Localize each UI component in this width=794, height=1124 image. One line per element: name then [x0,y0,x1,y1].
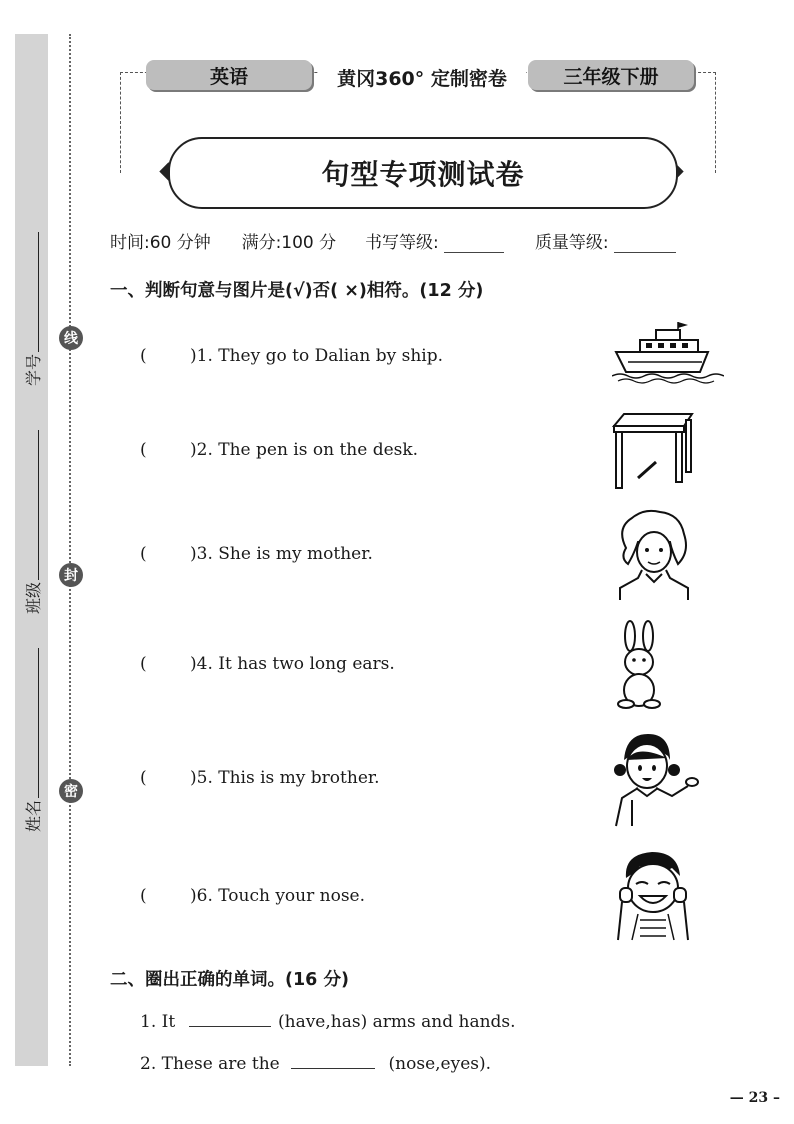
question-2-text: )2. The pen is on the desk. [190,440,419,460]
boy-picture [612,848,696,942]
ship-picture [612,322,724,384]
class-label: 班级 [24,581,43,614]
seal-char-feng: 封 [59,563,83,587]
subject-pill: 英语 [146,60,312,90]
quality-grade-label: 质量等级: [534,233,609,253]
grade-pill: 三年级下册 [528,60,694,90]
girl-picture [612,730,702,828]
student-id-blank[interactable] [26,232,39,352]
answer-box-6[interactable]: ( [140,886,147,906]
answer-box-5[interactable]: ( [140,768,147,788]
fill-item-1-prefix: 1. It [140,1012,176,1032]
answer-box-2[interactable]: ( [140,440,147,460]
seal-char-mi: 密 [59,779,83,803]
series-title: 黄冈360° 定制密卷 [318,60,526,94]
fill-item-2-suffix: (nose,eyes). [388,1054,492,1074]
answer-box-1[interactable]: ( [140,346,147,366]
question-2 [140,440,418,460]
question-3-text: )3. She is my mother. [190,544,373,564]
quality-grade-blank[interactable] [614,234,676,253]
woman-picture [614,508,694,600]
page-title: 句型专项测试卷 [168,137,678,209]
fill-item-2 [140,1052,491,1074]
question-4-text: )4. It has two long ears. [190,654,395,674]
seal-char-xian: 线 [59,326,83,350]
section1-title: 一、判断句意与图片是(√)否( ×)相符。(12 分) [110,281,484,301]
question-6-text: )6. Touch your nose. [190,886,366,906]
question-1 [140,346,443,366]
question-6 [140,886,365,906]
writing-grade-blank[interactable] [444,234,504,253]
student-id-label: 学号 [24,353,43,386]
time-info: 时间:60 分钟 [110,233,211,253]
class-blank[interactable] [26,430,39,580]
name-blank[interactable] [26,648,39,798]
writing-grade-label: 书写等级: [364,233,439,253]
question-5-text: )5. This is my brother. [190,768,380,788]
exam-info [110,228,730,253]
answer-box-3[interactable]: ( [140,544,147,564]
score-info: 满分:100 分 [241,233,337,253]
question-4 [140,654,395,674]
question-1-text: )1. They go to Dalian by ship. [190,346,444,366]
answer-box-4[interactable]: ( [140,654,147,674]
fill-item-2-blank[interactable] [291,1052,375,1069]
rabbit-picture [614,620,664,710]
section2-title: 二、圈出正确的单词。(16 分) [110,970,349,990]
fill-item-1 [140,1010,516,1032]
page-number: — 23 – [729,1090,780,1106]
fill-item-1-suffix: (have,has) arms and hands. [277,1012,516,1032]
name-label: 姓名 [24,799,43,832]
fill-item-1-blank[interactable] [189,1010,271,1027]
fill-item-2-prefix: 2. These are the [140,1054,280,1074]
question-3 [140,544,373,564]
desk-pen-picture [612,412,696,490]
question-5 [140,768,380,788]
cut-line [69,34,71,1066]
